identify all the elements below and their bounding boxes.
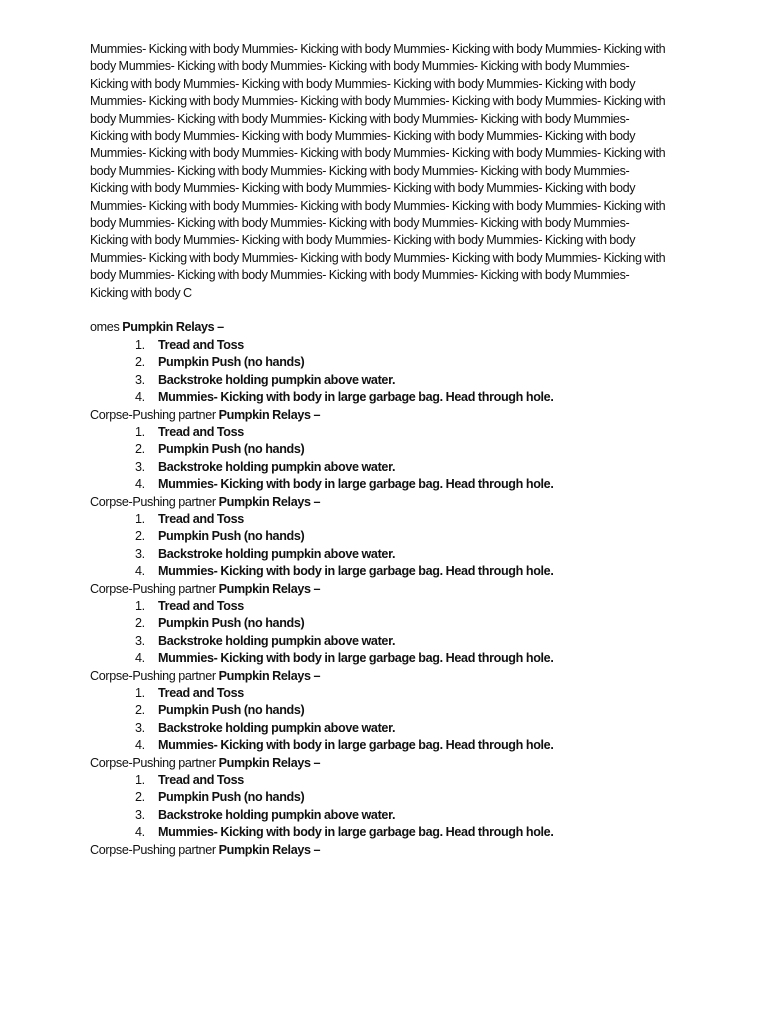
section-heading-title: Pumpkin Relays –	[218, 581, 321, 596]
relay-section	[90, 755, 670, 842]
list-item-text: Tread and Toss	[158, 337, 244, 352]
section-heading-lead: Corpse-Pushing partner	[90, 842, 219, 857]
list-item-text: Tread and Toss	[158, 511, 244, 526]
relay-list-item	[90, 685, 670, 702]
relay-section	[90, 319, 670, 406]
relay-list-item	[90, 441, 670, 458]
list-item-text: Mummies- Kicking with body in large garbage bag. Head through hole.	[158, 738, 554, 753]
section-heading-title: Pumpkin Relays –	[122, 320, 224, 335]
list-item-number: 4.	[135, 477, 145, 492]
relay-list-item	[90, 702, 670, 719]
relay-section	[90, 668, 670, 755]
relay-list	[90, 772, 670, 842]
list-item-text: Pumpkin Push (no hands)	[158, 616, 305, 631]
list-item-text: Tread and Toss	[158, 424, 244, 439]
list-item-text: Backstroke holding pumpkin above water.	[158, 546, 396, 561]
list-item-number: 1.	[135, 598, 145, 613]
list-item-text: Tread and Toss	[158, 598, 244, 613]
section-heading-title: Pumpkin Relays –	[218, 407, 321, 422]
list-item-number: 1.	[135, 773, 145, 788]
relay-list-item	[90, 372, 670, 389]
relay-section	[90, 842, 670, 859]
list-item-number: 3.	[135, 633, 145, 648]
section-heading-title: Pumpkin Relays –	[218, 494, 321, 509]
relay-list	[90, 598, 670, 668]
list-item-text: Mummies- Kicking with body in large garbage bag. Head through hole.	[158, 651, 554, 666]
list-item-number: 4.	[135, 390, 145, 405]
section-heading-title: Pumpkin Relays –	[218, 755, 321, 770]
relay-list-item	[90, 615, 670, 632]
list-item-number: 2.	[135, 355, 145, 370]
relay-list-item	[90, 789, 670, 806]
relay-list-item	[90, 720, 670, 737]
section-heading-lead: Corpse-Pushing partner	[90, 407, 219, 422]
list-item-text: Mummies- Kicking with body in large garbage bag. Head through hole.	[158, 390, 554, 405]
list-item-text: Mummies- Kicking with body in large garbage bag. Head through hole.	[158, 477, 554, 492]
list-item-text: Pumpkin Push (no hands)	[158, 529, 305, 544]
list-item-number: 3.	[135, 807, 145, 822]
section-heading	[90, 319, 670, 336]
list-item-number: 2.	[135, 529, 145, 544]
relay-list	[90, 337, 670, 407]
relay-list-item	[90, 633, 670, 650]
section-heading	[90, 407, 670, 424]
relay-list-item	[90, 650, 670, 667]
list-item-number: 4.	[135, 825, 145, 840]
section-heading-lead: Corpse-Pushing partner	[90, 668, 219, 683]
list-item-number: 1.	[135, 424, 145, 439]
relay-list-item	[90, 546, 670, 563]
relay-list	[90, 511, 670, 581]
relay-list-item	[90, 476, 670, 493]
list-item-text: Pumpkin Push (no hands)	[158, 442, 305, 457]
list-item-number: 2.	[135, 442, 145, 457]
relay-list-item	[90, 598, 670, 615]
list-item-text: Pumpkin Push (no hands)	[158, 355, 305, 370]
section-heading	[90, 755, 670, 772]
section-heading-lead: Corpse-Pushing partner	[90, 494, 219, 509]
section-heading	[90, 842, 670, 859]
section-heading-title: Pumpkin Relays –	[218, 842, 321, 857]
section-heading	[90, 581, 670, 598]
relay-list-item	[90, 807, 670, 824]
list-item-number: 2.	[135, 616, 145, 631]
relay-list-item	[90, 563, 670, 580]
relay-list	[90, 685, 670, 755]
list-item-text: Mummies- Kicking with body in large garbage bag. Head through hole.	[158, 564, 554, 579]
list-item-number: 3.	[135, 372, 145, 387]
list-item-text: Backstroke holding pumpkin above water.	[158, 807, 396, 822]
list-item-text: Backstroke holding pumpkin above water.	[158, 372, 396, 387]
list-item-text: Backstroke holding pumpkin above water.	[158, 459, 396, 474]
list-item-number: 4.	[135, 564, 145, 579]
relay-list-item	[90, 354, 670, 371]
list-item-number: 3.	[135, 459, 145, 474]
relay-list-item	[90, 737, 670, 754]
list-item-number: 2.	[135, 790, 145, 805]
relay-list-item	[90, 389, 670, 406]
relay-list	[90, 424, 670, 494]
list-item-text: Pumpkin Push (no hands)	[158, 790, 305, 805]
list-item-number: 3.	[135, 546, 145, 561]
section-heading-lead: omes	[90, 320, 123, 335]
relay-list-item	[90, 772, 670, 789]
list-item-number: 2.	[135, 703, 145, 718]
relay-list-item	[90, 511, 670, 528]
list-item-text: Tread and Toss	[158, 773, 244, 788]
list-item-number: 4.	[135, 651, 145, 666]
list-item-text: Backstroke holding pumpkin above water.	[158, 720, 396, 735]
paragraph-spacer	[90, 302, 670, 319]
list-item-number: 1.	[135, 337, 145, 352]
relay-sections	[90, 319, 670, 859]
section-heading-lead: Corpse-Pushing partner	[90, 755, 219, 770]
relay-list-item	[90, 528, 670, 545]
list-item-number: 1.	[135, 511, 145, 526]
relay-section	[90, 494, 670, 581]
relay-list-item	[90, 824, 670, 841]
list-item-number: 4.	[135, 738, 145, 753]
relay-list-item	[90, 459, 670, 476]
list-item-number: 1.	[135, 686, 145, 701]
relay-list-item	[90, 337, 670, 354]
list-item-number: 3.	[135, 720, 145, 735]
intro-paragraph: Mummies- Kicking with body Mummies- Kicking with body Mummies- Kicking with body Mummies- Kicking with body Mummies- Kicking with body Mummies- Kicking with body Mummies- Kicking with body Mummies- Kicking with body Mummies- Kicking with body Mummies- Kicking with body Mummies- Kicking with body Mummies- Kicking with body Mummies- Kicking with body Mummies- Kicking with body Mummies- Kicking with body Mummies- Kicking with body Mummies- Kicking with body Mummies- Kicking with body Mummies- Kicking with body Mummies- Kicking with body Mummies- Kicking with body Mummies- Kicking with body Mummies- Kicking with body Mummies- Kicking with body Mummies- Kicking with body Mummies- Kicking with body Mummies- Kicking with body Mummies- Kicking with body Mummies- Kicking with body Mummies- Kicking with body Mummies- Kicking with body Mummies- Kicking with body Mummies- Kicking with body Mummies- Kicking with body Mummies- Kicking with body Mummies- Kicking with body Mummies- Kicking with body Mummies- Kicking with body Mummies- Kicking with body Mummies- Kicking with body Mummies- Kicking with body Mummies- Kicking with body Mummies- Kicking with body Mummies- Kicking with body Mummies- Kicking with body Mummies- Kicking with body Mummies- Kicking with body Mummies- Kicking with body Mummies- Kicking with body Mummies- Kicking with body Mummies- Kicking with body Mummies- Kicking with body C	[90, 42, 666, 300]
section-heading	[90, 494, 670, 511]
list-item-text: Backstroke holding pumpkin above water.	[158, 633, 396, 648]
section-heading-lead: Corpse-Pushing partner	[90, 581, 219, 596]
list-item-text: Mummies- Kicking with body in large garbage bag. Head through hole.	[158, 825, 554, 840]
section-heading	[90, 668, 670, 685]
relay-section	[90, 407, 670, 494]
relay-section	[90, 581, 670, 668]
list-item-text: Tread and Toss	[158, 686, 244, 701]
document-page	[90, 41, 670, 859]
list-item-text: Pumpkin Push (no hands)	[158, 703, 305, 718]
relay-list-item	[90, 424, 670, 441]
section-heading-title: Pumpkin Relays –	[218, 668, 321, 683]
